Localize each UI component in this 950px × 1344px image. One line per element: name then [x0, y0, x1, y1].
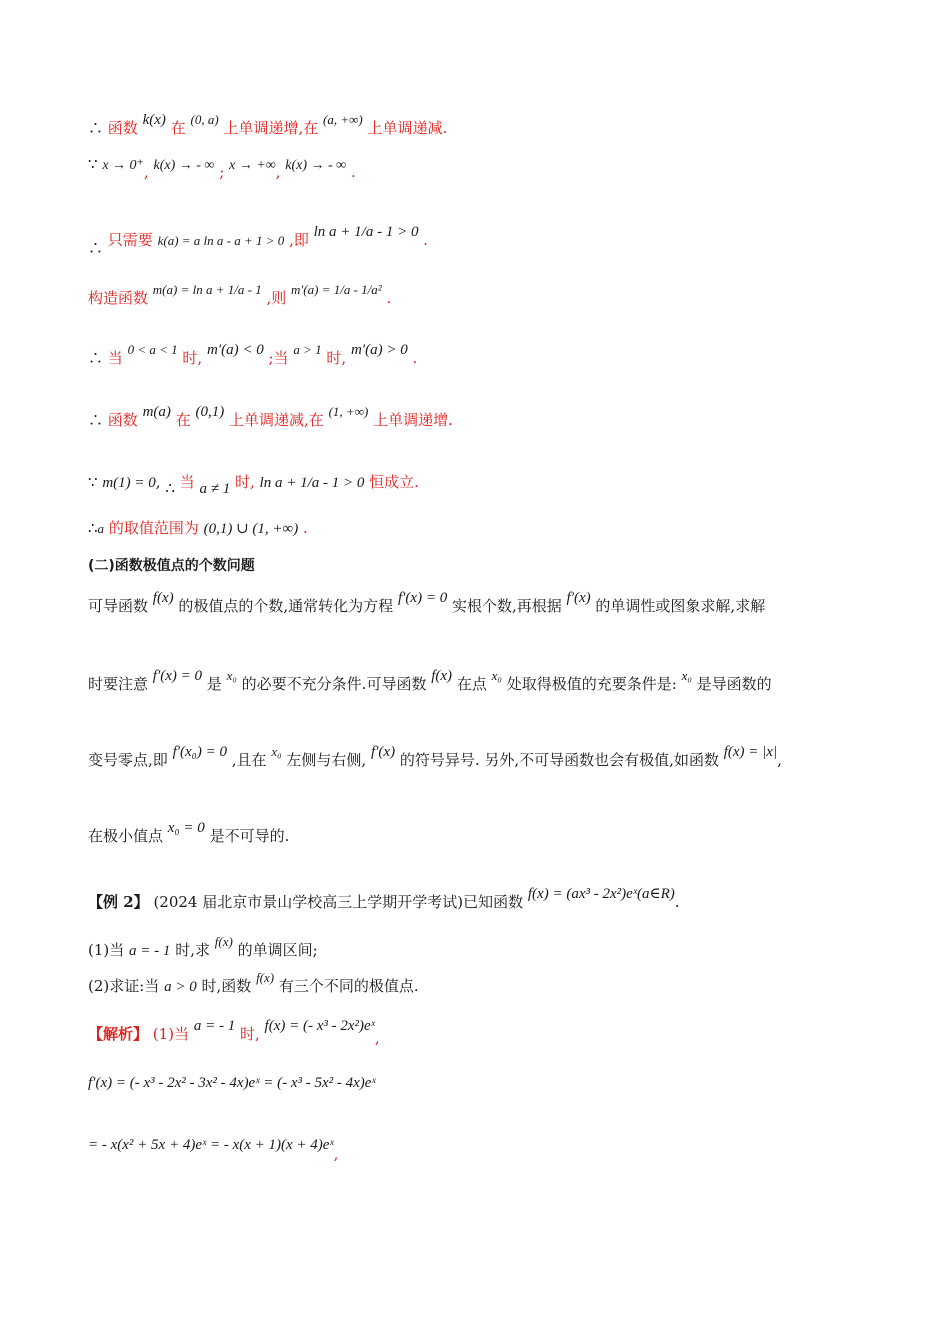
- math-expr: f(x): [431, 668, 453, 684]
- math-expr: f′(x₀) = 0: [172, 744, 227, 760]
- text: ,则: [266, 289, 287, 307]
- text: 上单调递增,在: [223, 119, 319, 137]
- text: 只需要: [107, 231, 153, 249]
- text: ,: [333, 1145, 339, 1163]
- because-symbol: ∵: [88, 155, 98, 173]
- derivation-line-4: [88, 282, 392, 309]
- text: .: [303, 519, 308, 537]
- because-symbol: ∵: [88, 473, 98, 491]
- example-source: (2024 届北京市景山学校高三上学期开学考试)已知函数: [153, 893, 524, 911]
- math-expr: f(x): [152, 590, 174, 606]
- text: 变号零点,即: [88, 751, 168, 769]
- text: 可导函数: [88, 597, 149, 615]
- text: 上单调递减.: [367, 119, 448, 137]
- math-expr: ln a + 1/a - 1 > 0: [313, 224, 419, 240]
- text: 在: [170, 119, 186, 137]
- math-expr: a = - 1: [193, 1018, 236, 1034]
- math-expr: a > 0: [164, 979, 197, 995]
- text: 在: [175, 411, 191, 429]
- math-expr: k(x) → - ∞: [153, 158, 215, 173]
- derivation-line-8: [88, 518, 308, 539]
- math-expr: 0 < a < 1: [127, 342, 178, 357]
- math-expr: k(a) = a ln a - a + 1 > 0: [157, 233, 285, 248]
- math-expr: f′(x) = 0: [397, 590, 448, 606]
- math-expr: x₀: [681, 668, 692, 683]
- example-label: 【例 2】: [88, 893, 149, 911]
- solution-line-2: [88, 1072, 376, 1093]
- text: 恒成立.: [369, 473, 419, 491]
- text: .: [386, 289, 392, 307]
- derivation-line-7: [88, 472, 419, 497]
- math-expr: x₀: [491, 668, 502, 683]
- text: 上单调递减,在: [229, 411, 324, 429]
- paragraph-line-3: [88, 744, 782, 771]
- text: 左侧与右侧,: [286, 751, 367, 769]
- derivation-line-3: [88, 224, 429, 257]
- math-expr: f(x) = |x|: [723, 744, 778, 760]
- math-expr: f(x): [256, 970, 275, 985]
- text: 时,: [239, 1025, 260, 1043]
- example-header: [88, 886, 680, 913]
- text: (1)当: [152, 1025, 190, 1043]
- text: 处取得极值的充要条件是:: [506, 675, 677, 693]
- math-expr: f(x) = (- x³ - 2x²)eˣ: [264, 1018, 375, 1034]
- text: 时要注意: [88, 675, 149, 693]
- math-expr: m′(a) < 0: [206, 342, 264, 358]
- math-expr: m(1) = 0: [102, 475, 156, 491]
- text: 是: [206, 675, 222, 693]
- therefore-symbol: ∴: [88, 239, 104, 257]
- text: (1)当: [88, 941, 125, 959]
- math-expr: (0,1): [195, 404, 225, 420]
- math-expr: f′(x) = 0: [152, 668, 203, 684]
- question-1: [88, 934, 318, 961]
- text: ,: [275, 163, 281, 181]
- text: 的单调性或图象求解,求解: [595, 597, 766, 615]
- text: 在极小值点: [88, 827, 164, 845]
- math-expr: f′(x): [566, 590, 591, 606]
- math-expr: a = - 1: [129, 943, 171, 959]
- math-expr: a: [97, 521, 105, 536]
- text: ,: [374, 1029, 380, 1047]
- text: .: [674, 893, 680, 911]
- text: 的单调区间;: [237, 941, 318, 959]
- text: (2)求证:当: [88, 977, 160, 995]
- text: .: [412, 349, 418, 367]
- paragraph-line-1: [88, 590, 766, 617]
- text: .: [423, 231, 429, 249]
- text: 时,函数: [201, 977, 252, 995]
- derivation-line-1: [88, 112, 448, 139]
- math-expr: a > 1: [293, 342, 322, 357]
- therefore-symbol: ∴: [165, 479, 175, 497]
- text: ,即: [289, 231, 309, 249]
- math-expr: = - x(x² + 5x + 4)eˣ = - x(x + 1)(x + 4)eˣ: [88, 1137, 334, 1153]
- math-expr: a ≠ 1: [199, 481, 231, 497]
- text: 时,: [326, 349, 347, 367]
- section-heading: (二)函数极值点的个数问题: [88, 558, 255, 574]
- text: ,且在: [231, 751, 267, 769]
- question-2: [88, 970, 419, 997]
- math-expr: m(a): [142, 404, 171, 420]
- therefore-symbol: ∴: [88, 411, 104, 429]
- text: 函数: [107, 119, 138, 137]
- solution-line-3: [88, 1134, 339, 1163]
- math-expr: k(x) → - ∞: [285, 158, 347, 173]
- text: 当: [179, 473, 195, 491]
- therefore-symbol: ∴: [88, 519, 98, 537]
- math-expr: x → 0⁺: [102, 158, 144, 173]
- text: ,: [155, 473, 161, 491]
- paragraph-line-2: [88, 668, 772, 695]
- math-expr: m(a) = ln a + 1/a - 1: [152, 282, 262, 297]
- solution-line-1: [88, 1018, 380, 1047]
- derivation-line-6: [88, 404, 453, 431]
- solution-label: 【解析】: [88, 1025, 149, 1043]
- text: ,: [143, 163, 149, 181]
- therefore-symbol: ∴: [88, 119, 104, 137]
- text: 在点: [456, 675, 487, 693]
- text: 的必要不充分条件.可导函数: [241, 675, 427, 693]
- text: ;当: [268, 349, 289, 367]
- text: 的取值范围为: [108, 519, 199, 537]
- math-expr: f′(x) = (- x³ - 2x² - 3x² - 4x)eˣ = (- x³ - 5x² - 4x)eˣ: [88, 1075, 376, 1091]
- derivation-line-2: [88, 154, 356, 181]
- text: 构造函数: [88, 289, 149, 307]
- text: 实根个数,再根据: [451, 597, 562, 615]
- text: 的符号异号. 另外,不可导函数也会有极值,如函数: [399, 751, 719, 769]
- text: ,: [777, 751, 782, 769]
- math-expr: x₀: [271, 744, 282, 759]
- math-expr: (a, +∞): [323, 112, 363, 127]
- math-expr: x₀: [226, 668, 237, 683]
- text: 当: [107, 349, 123, 367]
- math-expr: x → +∞: [229, 158, 276, 173]
- math-expr: k(x): [142, 112, 166, 128]
- text: 是导函数的: [696, 675, 772, 693]
- text: 的极值点的个数,通常转化为方程: [178, 597, 394, 615]
- therefore-symbol: ∴: [88, 349, 104, 367]
- math-expr: m′(a) > 0: [350, 342, 408, 358]
- math-expr: (0, a): [190, 112, 219, 127]
- math-expr: m′(a) = 1/a - 1/a²: [291, 282, 382, 297]
- text: 时,求: [175, 941, 210, 959]
- math-expr: ln a + 1/a - 1 > 0: [259, 475, 365, 491]
- math-expr: (1, +∞): [328, 404, 369, 419]
- text: 上单调递增.: [373, 411, 453, 429]
- math-expr: (0,1) ∪ (1, +∞): [203, 521, 299, 537]
- paragraph-line-4: [88, 820, 290, 847]
- text: .: [350, 163, 356, 181]
- math-expr: f(x) = (ax³ - 2x²)eˣ(a∈R): [527, 886, 675, 902]
- math-expr: f(x): [214, 934, 233, 949]
- text: 时,: [182, 349, 203, 367]
- text: ;: [219, 163, 225, 181]
- text: 函数: [107, 411, 138, 429]
- math-expr: x₀ = 0: [167, 820, 205, 836]
- derivation-line-5: [88, 342, 418, 369]
- text: 是不可导的.: [209, 827, 290, 845]
- text: 有三个不同的极值点.: [278, 977, 419, 995]
- math-expr: f′(x): [370, 744, 396, 760]
- text: 时,: [234, 473, 255, 491]
